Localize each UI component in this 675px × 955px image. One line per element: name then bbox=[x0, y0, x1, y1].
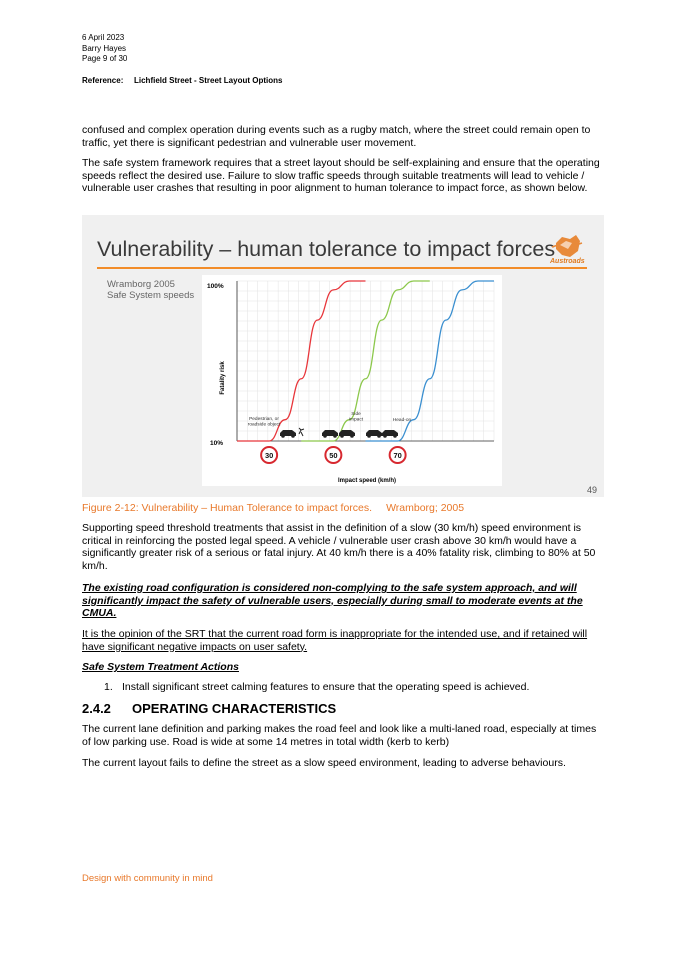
paragraph-4: The existing road configuration is considered non-complying to the safe system approach, and will significantly impact the safety of vulnerable users, especially during small to moderate events at the CMUA. bbox=[82, 582, 583, 620]
paragraph-2: The safe system framework requires that a street layout should be self-explaining and ensure that the operating speeds reflect the desired use. Failure to slow traffic speeds through suitable treatments will lead to vehicle / vulnerable user crashes that resulting in poor alignment to human tolerance to impact force, as shown below. bbox=[82, 157, 600, 195]
speed-signs bbox=[261, 447, 406, 463]
reference-label: Reference: bbox=[82, 76, 124, 85]
speed-sign-label: 50 bbox=[329, 451, 338, 460]
paragraph-3: Supporting speed threshold treatments that assist in the definition of a slow (30 km/h) speed environment is critical in reinforcing the posted legal speed. A vehicle / vulnerable user crash above 30 km/h would have a significantly greater risk of a serious or fatal injury. At 40 km/h there is a 40% fatality risk, climbing to 80% at 50 km/h. bbox=[82, 522, 596, 572]
speed-sign-label: 30 bbox=[264, 451, 274, 460]
subtitle-line-2: Safe System speeds bbox=[107, 290, 195, 301]
header-date: 6 April 2023 bbox=[82, 33, 125, 42]
y-axis-label: Fatality risk bbox=[220, 361, 226, 395]
list-number: 1. bbox=[104, 681, 113, 693]
series-label-1: Pedestrian, or roadside object bbox=[247, 417, 281, 428]
reference-value: Lichfield Street - Street Layout Options bbox=[134, 76, 283, 85]
y-bottom-label: 10% bbox=[210, 440, 224, 447]
speed-sign-label: 70 bbox=[393, 451, 402, 460]
figure-slide bbox=[82, 215, 604, 497]
caption-source: Wramborg; 2005 bbox=[386, 502, 465, 514]
paragraph-7: The current lane definition and parking makes the road feel and look like a multi-laned road, especially at times of low parking use. Road is wide at some 14 metres in total width (kerb to kerb) bbox=[82, 723, 597, 748]
logo-text: Austroads bbox=[550, 258, 585, 265]
y-top-label: 100% bbox=[207, 283, 224, 290]
figure-title: Vulnerability – human tolerance to impact forces bbox=[97, 237, 556, 261]
series-label-3: Head-on bbox=[392, 418, 412, 423]
section-title: OPERATING CHARACTERISTICS bbox=[132, 701, 337, 716]
paragraph-1: confused and complex operation during events such as a rugby match, where the street could remain open to traffic, yet there is significant pedestrian and vulnerable user movement. bbox=[82, 124, 591, 149]
list-item bbox=[104, 681, 529, 693]
figure-caption bbox=[82, 502, 464, 514]
list-text: Install significant street calming features to ensure that the operating speed is achieved. bbox=[122, 681, 530, 693]
figure-subtitle bbox=[107, 279, 194, 301]
subtitle-line-1: Wramborg 2005 bbox=[107, 279, 175, 290]
title-underline bbox=[97, 267, 587, 269]
section-number: 2.4.2 bbox=[82, 701, 111, 716]
footer-tagline: Design with community in mind bbox=[82, 873, 213, 884]
reference-line bbox=[82, 76, 282, 85]
section-heading bbox=[82, 701, 336, 716]
x-axis-label: Impact speed (km/h) bbox=[337, 478, 397, 484]
header-page: Page 9 of 30 bbox=[82, 54, 128, 63]
series-label-2: Side impact bbox=[348, 412, 364, 423]
pedestrian-icon bbox=[299, 428, 304, 436]
paragraph-8: The current layout fails to define the street as a slow speed environment, leading to adverse behaviours. bbox=[82, 757, 566, 769]
page-header bbox=[82, 33, 127, 65]
paragraph-5: It is the opinion of the SRT that the current road form is inappropriate for the intended use, and if retained will have significant negative impacts on user safety. bbox=[82, 628, 588, 653]
treatment-actions-heading: Safe System Treatment Actions bbox=[82, 661, 239, 673]
slide-number: 49 bbox=[587, 485, 598, 495]
caption-text: Figure 2-12: Vulnerability – Human Tolerance to impact forces. bbox=[82, 502, 373, 514]
fatality-risk-chart bbox=[202, 275, 502, 486]
header-author: Barry Hayes bbox=[82, 43, 127, 53]
